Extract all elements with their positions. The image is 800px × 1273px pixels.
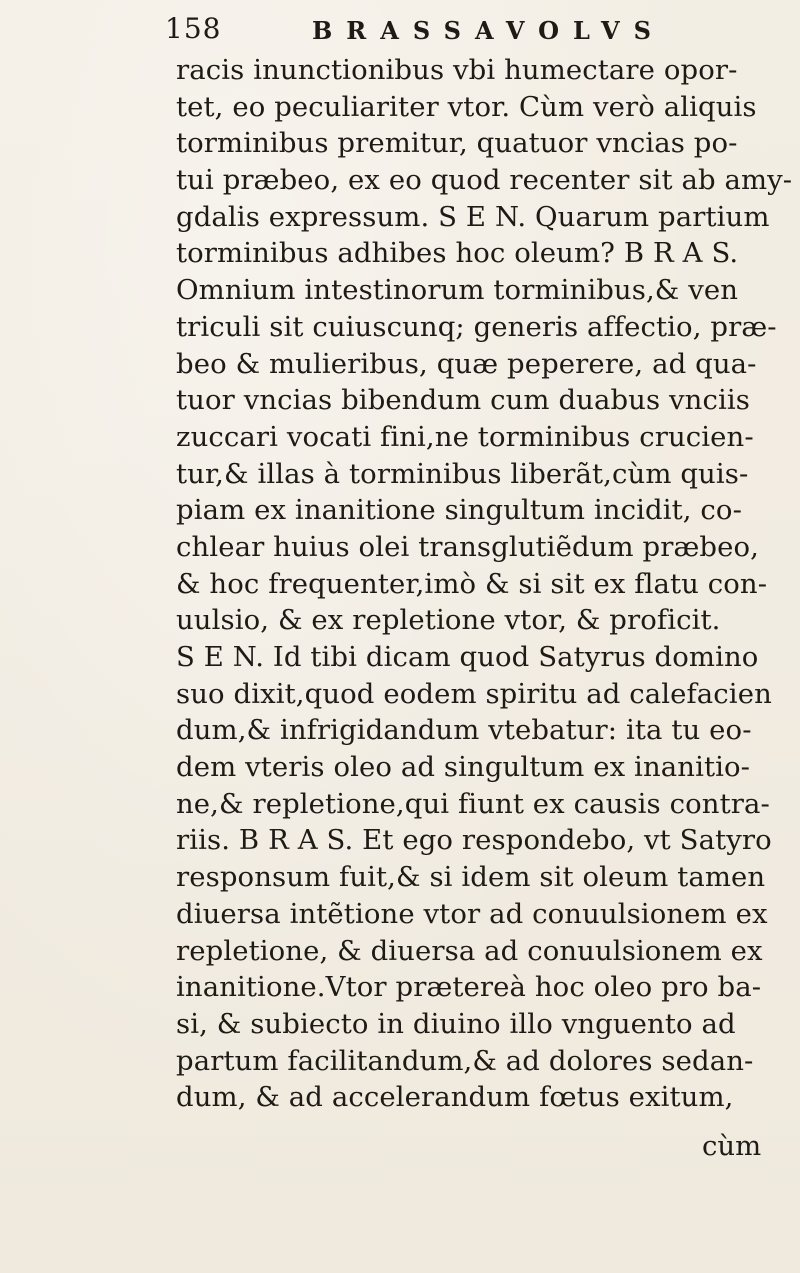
text-line: repletione, & diuersa ad conuulsionem ex (176, 934, 763, 967)
text-line: si, & subiecto in diuino illo vnguento ad (176, 1007, 736, 1040)
text-line: uulsio, & ex repletione vtor, & proficit. (176, 604, 721, 637)
text-line: Omnium intestinorum torminibus,& ven (176, 274, 739, 307)
text-line: partum facilitandum,& ad dolores sedan- (176, 1044, 754, 1077)
text-line: dum,& infrigidandum vtebatur: ita tu eo- (176, 714, 752, 747)
text-line: racis inunctionibus vbi humectare opor- (176, 54, 738, 86)
running-title: BRASSAVOLVS (312, 16, 665, 45)
text-line: gdalis expressum. S E N. Quarum partium (176, 200, 770, 233)
text-line: beo & mulieribus, quæ peperere, ad qua- (176, 347, 757, 380)
text-line: diuersa intẽtione vtor ad conuulsionem ex (176, 897, 768, 930)
page-number: 158 (165, 12, 222, 45)
text-line: dum, & ad accelerandum fœtus exitum, (176, 1081, 734, 1114)
text-line: tui præbeo, ex eo quod recenter sit ab amy- (176, 164, 793, 197)
text-line: zuccari vocati fini,ne torminibus crucien- (176, 420, 754, 453)
text-line: tur,& illas à torminibus liberãt,cùm quis- (176, 457, 749, 490)
text-line: inanitione.Vtor prætereà hoc oleo pro ba- (176, 971, 762, 1004)
text-line: tuor vncias bibendum cum duabus vnciis (176, 384, 750, 417)
text-line: torminibus adhibes hoc oleum? B R A S. (176, 237, 739, 270)
text-line: & hoc frequenter,imò & si sit ex flatu con- (176, 567, 768, 600)
text-line: riis. B R A S. Et ego respondebo, vt Satyro (176, 824, 772, 857)
body-text (176, 52, 793, 1116)
text-line: responsum fuit,& si idem sit oleum tamen (176, 861, 766, 894)
text-line: triculi sit cuiuscunq; generis affectio, præ- (176, 310, 777, 343)
text-line: tet, eo peculiariter vtor. Cùm verò aliquis (176, 90, 757, 123)
text-line: suo dixit,quod eodem spiritu ad calefacien (176, 677, 772, 710)
text-line: ne,& repletione,qui fiunt ex causis contra- (176, 787, 770, 820)
text-line: torminibus premitur, quatuor vncias po- (176, 127, 738, 160)
text-line: dem vteris oleo ad singultum ex inanitio- (176, 751, 751, 784)
running-head (0, 8, 800, 52)
text-line: chlear huius olei transglutiẽdum præbeo, (176, 530, 759, 563)
text-line: S E N. Id tibi dicam quod Satyrus domino (176, 641, 759, 673)
text-line: piam ex inanitione singultum incidit, co- (176, 494, 742, 527)
catchword: cùm (702, 1130, 762, 1162)
